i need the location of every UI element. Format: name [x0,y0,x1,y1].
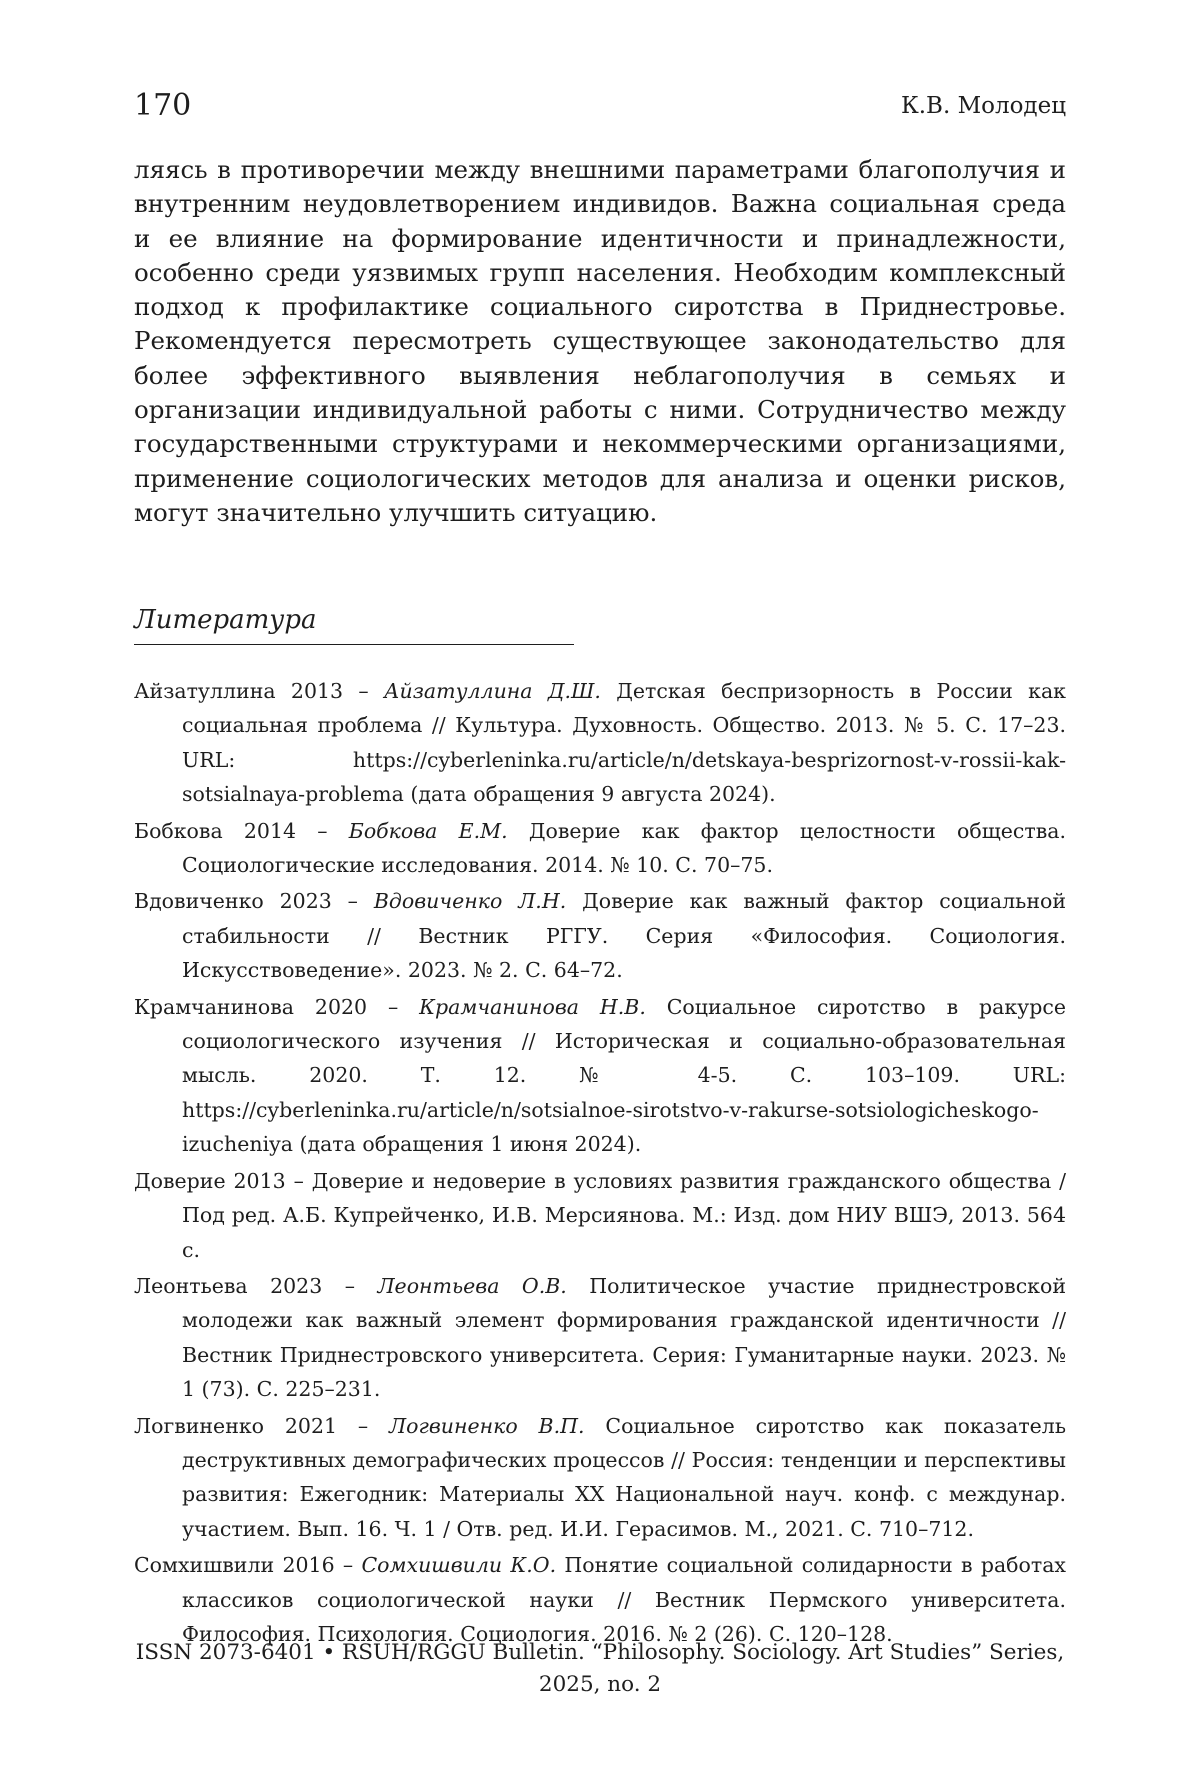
reference-author: Крамчанинова Н.В. [419,994,646,1019]
reference-item [134,1409,1066,1547]
reference-author: Бобкова Е.М. [348,818,508,843]
literature-heading: Литература [134,602,574,645]
reference-item [134,1164,1066,1267]
body-paragraph: ляясь в противоречии между внешними параметрами благополучия и внутренним неудовлетворением индивидов. Важна социальная среда и ее влияние на формирование идентичности и принадлежности, особенно среди уязвимых групп населения. Необходим комплексный подход к профилактике социального сиротства в Приднестровье. Рекомендуется пересмотреть существующее законодательство для более эффективного выявления неблагополучия в семьях и организации индивидуальной работы с ними. Сотрудничество между государственными структурами и некоммерческими организациями, применение социологических методов для анализа и оценки рисков, могут значительно улучшить ситуацию. [134,155,1066,527]
reference-details: Социальное сиротство в ракурсе социологического изучения // Историческая и социально-образовательная мысль. 2020. Т. 12. № 4-5. С. 103–109. URL: https://cyberleninka.ru/article/n/sotsialnoe-sirotstvo-v-rakurse-sotsiologicheskogo-izucheniya (дата обращения 1 июня 2024). [182,994,1066,1157]
reference-author: Айзатуллина Д.Ш. [384,679,601,703]
reference-key: Сомхишвили 2016 – [134,1553,362,1578]
journal-footer [134,1637,1066,1701]
reference-key: Крамчанинова 2020 – [134,994,420,1019]
reference-author: Леонтьева О.В. [377,1273,567,1298]
footer-line-1: ISSN 2073-6401 • RSUH/RGGU Bulletin. “Philosophy. Sociology. Art Studies” Series, [135,1640,1065,1665]
reference-author: Логвиненко В.П. [389,1413,585,1438]
reference-details: Политическое участие приднестровской молодежи как важный элемент формирования гражданской идентичности // Вестник Приднестровского университета. Серия: Гуманитарные науки. 2023. № 1 (73). С. 225–231. [182,1273,1066,1402]
reference-author: Сомхишвили К.О. [361,1553,557,1578]
reference-author: Вдовиченко Л.Н. [373,889,567,914]
reference-key: Бобкова 2014 – [134,818,349,843]
reference-item [134,884,1066,987]
reference-details: Понятие социальной солидарности в работах классиков социологической науки // Вестник Пермского университета. Философия. Психология. Социология. 2016. № 2 (26). С. 120–128. [182,1553,1066,1646]
reference-key: Доверие 2013 – [134,1168,312,1193]
page-number: 170 [134,88,192,123]
reference-details: Доверие как важный фактор социальной стабильности // Вестник РГГУ. Серия «Философия. Социология. Искусствоведение». 2023. № 2. С. 64–72. [182,889,1066,983]
reference-details: Доверие и недоверие в условиях развития гражданского общества / Под ред. А.Б. Купрейченко, И.В. Мерсиянова. М.: Изд. дом НИУ ВШЭ, 2013. 564 с. [182,1168,1066,1262]
reference-list [134,674,1066,1653]
reference-key: Логвиненко 2021 – [134,1413,390,1438]
footer-line-2: 2025, no. 2 [538,1672,662,1697]
reference-key: Леонтьева 2023 – [134,1273,378,1298]
reference-details: Доверие как фактор целостности общества. Социологические исследования. 2014. № 10. С. 70–75. [182,818,1067,878]
reference-item [134,674,1066,812]
reference-details: Детская беспризорность в России как социальная проблема // Культура. Духовность. Общество. 2013. № 5. С. 17–23. URL: https://cyberleninka.ru/article/n/detskaya-besprizornost-v-rossii-kak-sotsialnaya-problema (дата обращения 9 августа 2024). [182,679,1066,807]
reference-item [134,990,1066,1162]
reference-item [134,1548,1066,1651]
reference-key: Айзатуллина 2013 – [134,679,384,703]
reference-item [134,1269,1066,1407]
reference-details: Социальное сиротство как показатель деструктивных демографических процессов // Россия: тенденции и перспективы развития: Ежегодник: Материалы XX Национальной науч. конф. с междунар. участием. Вып. 16. Ч. 1 / Отв. ред. И.И. Герасимов. М., 2021. С. 710–712. [182,1413,1066,1541]
reference-key: Вдовиченко 2023 – [134,889,374,914]
running-head-author: К.В. Молодец [900,93,1066,119]
reference-item [134,814,1066,883]
